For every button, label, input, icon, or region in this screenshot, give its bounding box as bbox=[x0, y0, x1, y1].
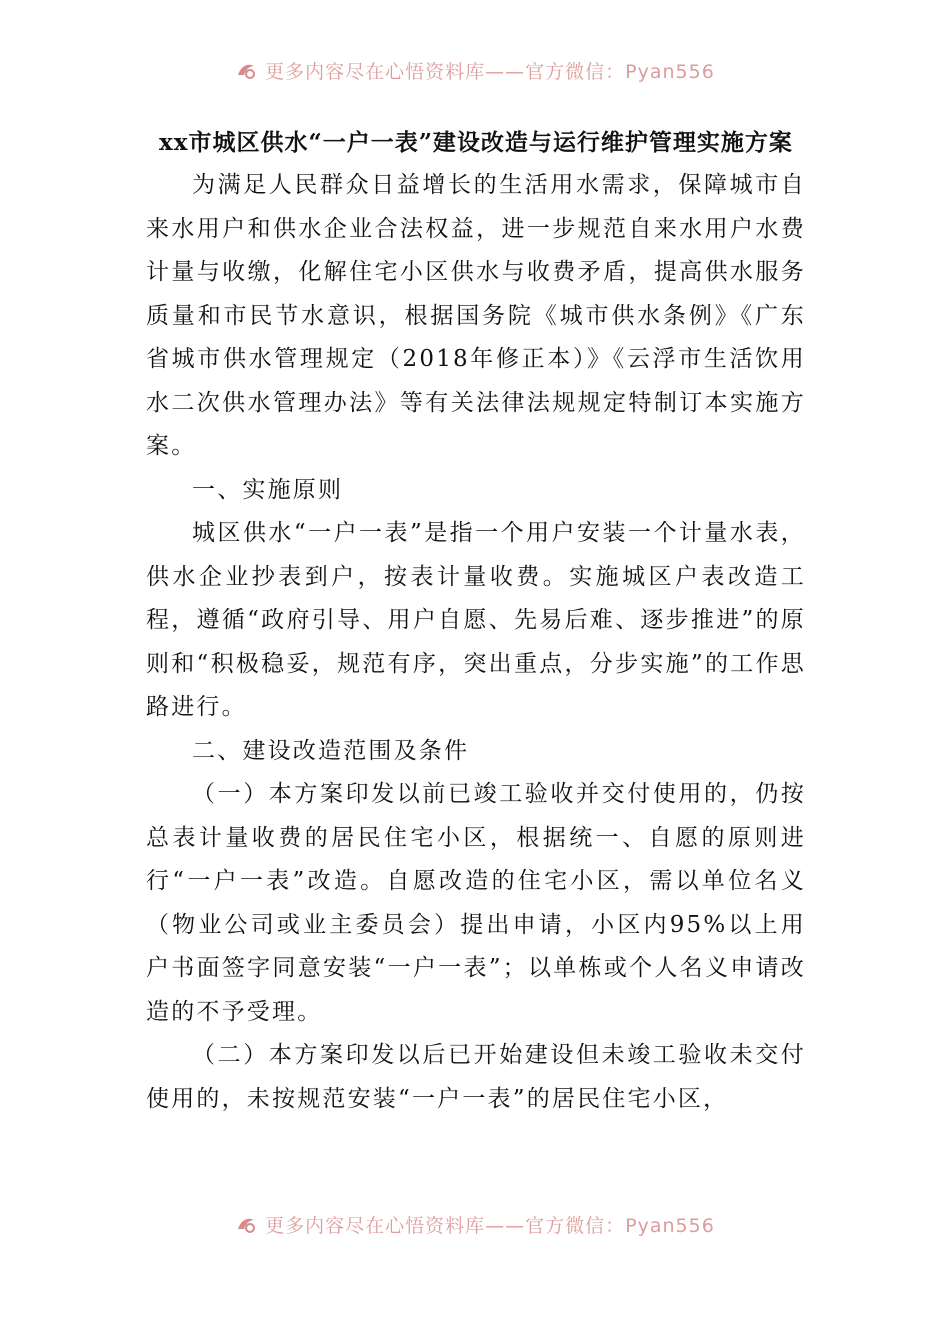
watermark-footer bbox=[0, 1210, 950, 1238]
document-body bbox=[146, 122, 806, 1121]
watermark-logo-icon bbox=[235, 59, 257, 81]
document-title: xx市城区供水“一户一表”建设改造与运行维护管理实施方案 bbox=[159, 129, 793, 156]
intro-paragraph: 为满足人民群众日益增长的生活用水需求，保障城市自来水用户和供水企业合法权益，进一步规范自来水用户水费计量与收缴，化解住宅小区供水与收费矛盾，提高供水服务质量和市民节水意识，根据国务院《城市供水条例》《广东省城市供水管理规定（2018年修正本）》《云浮市生活饮用水二次供水管理办法》等有关法律法规规定特制订本实施方案。 bbox=[146, 172, 806, 459]
scope-item-2-paragraph: （二）本方案印发以后已开始建设但未竣工验收未交付使用的，未按规范安装“一户一表”的居民住宅小区， bbox=[146, 1042, 806, 1112]
watermark-text: 更多内容尽在心悟资料库——官方微信：Pyan556 bbox=[265, 60, 715, 83]
principles-paragraph: 城区供水“一户一表”是指一个用户安装一个计量水表，供水企业抄表到户，按表计量收费。实施城区户表改造工程，遵循“政府引导、用户自愿、先易后难、逐步推进”的原则和“积极稳妥，规范有序，突出重点，分步实施”的工作思路进行。 bbox=[146, 520, 806, 720]
scope-item-1-paragraph: （一）本方案印发以前已竣工验收并交付使用的，仍按总表计量收费的居民住宅小区，根据统一、自愿的原则进行“一户一表”改造。自愿改造的住宅小区，需以单位名义（物业公司或业主委员会）提出申请，小区内95%以上用户书面签字同意安装“一户一表”；以单栋或个人名义申请改造的不予受理。 bbox=[146, 781, 806, 1025]
watermark-header bbox=[0, 56, 950, 84]
section-heading-principles: 一、实施原则 bbox=[192, 476, 344, 503]
section-heading-scope: 二、建设改造范围及条件 bbox=[192, 737, 470, 764]
watermark-text: 更多内容尽在心悟资料库——官方微信：Pyan556 bbox=[265, 1214, 715, 1237]
watermark-logo-icon bbox=[235, 1213, 257, 1235]
